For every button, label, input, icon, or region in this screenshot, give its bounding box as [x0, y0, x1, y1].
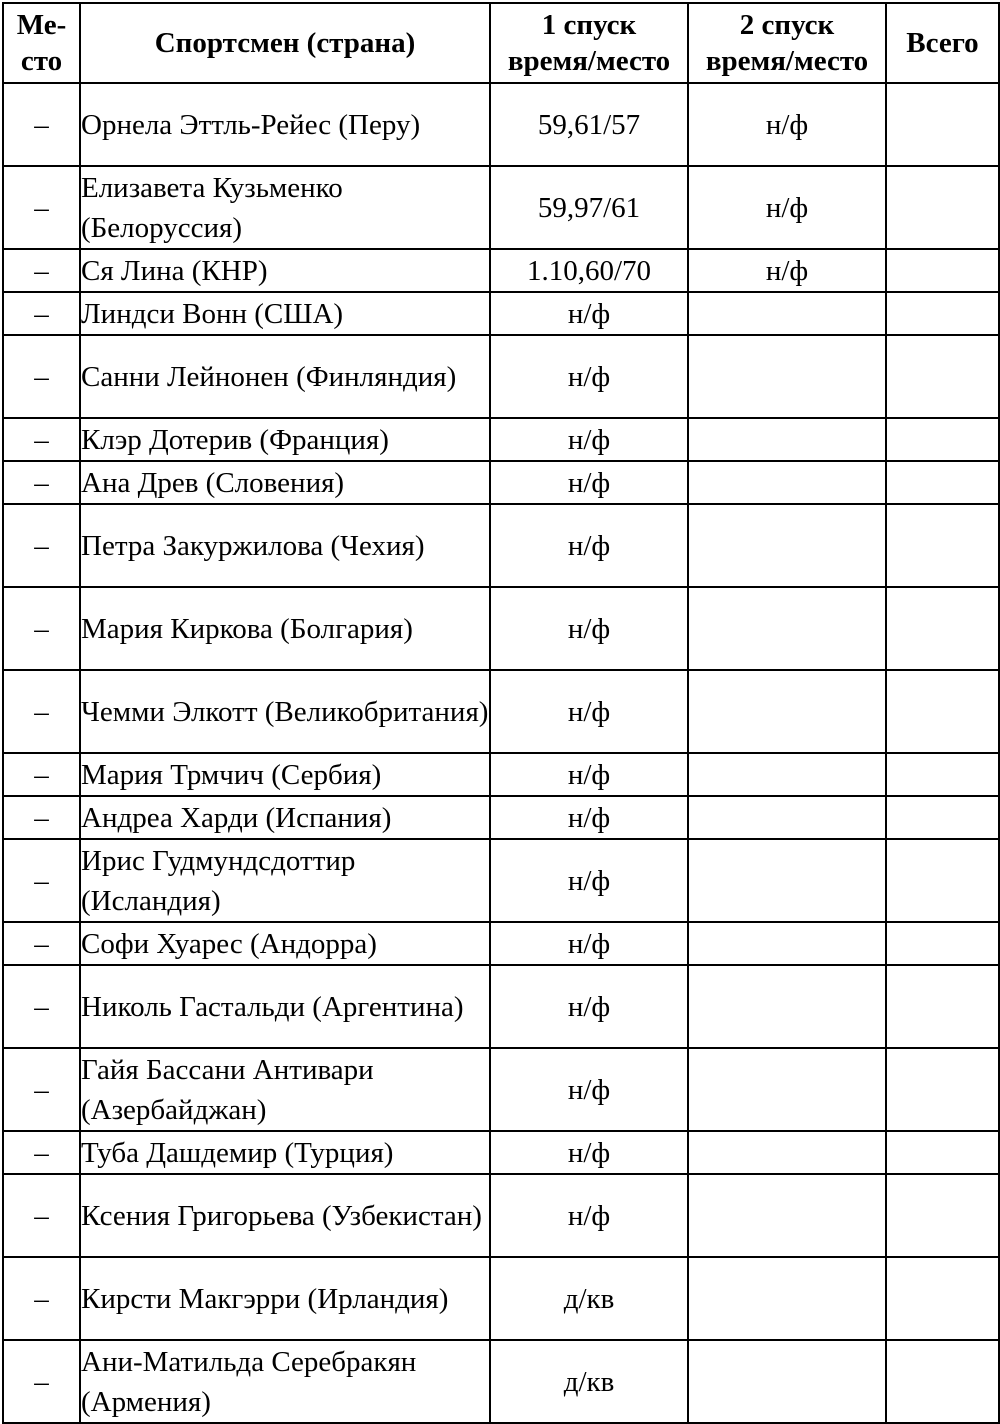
athlete-cell: Ани-Матильда Серебракян (Армения) [80, 1340, 490, 1423]
table-row [3, 1131, 999, 1174]
run2-cell: н/ф [688, 166, 886, 249]
table-row [3, 1257, 999, 1340]
athlete-cell: Ирис Гудмундсдоттир (Исландия) [80, 839, 490, 922]
header-run1 [490, 3, 688, 83]
total-cell [886, 335, 999, 418]
place-cell: – [3, 166, 80, 249]
athlete-cell: Кирсти Макгэрри (Ирландия) [80, 1257, 490, 1340]
table-row [3, 587, 999, 670]
athlete-cell: Ана Древ (Словения) [80, 461, 490, 504]
run2-cell [688, 1257, 886, 1340]
run1-cell: н/ф [490, 418, 688, 461]
total-cell [886, 166, 999, 249]
table-row [3, 839, 999, 922]
run1-cell: д/кв [490, 1340, 688, 1423]
run2-cell [688, 335, 886, 418]
run2-cell [688, 587, 886, 670]
total-cell [886, 418, 999, 461]
place-cell: – [3, 922, 80, 965]
athlete-cell: Орнела Эттль-Рейес (Перу) [80, 83, 490, 166]
place-cell: – [3, 1174, 80, 1257]
place-cell: – [3, 1048, 80, 1131]
run2-cell: н/ф [688, 83, 886, 166]
header-run2-line1: 2 спуск [739, 9, 835, 41]
run1-cell: д/кв [490, 1257, 688, 1340]
athlete-cell: Линдси Вонн (США) [80, 292, 490, 335]
athlete-cell: Мария Киркова (Болгария) [80, 587, 490, 670]
place-cell: – [3, 292, 80, 335]
run1-cell: 59,97/61 [490, 166, 688, 249]
run2-cell [688, 922, 886, 965]
header-total: Всего [886, 3, 999, 83]
run1-cell: н/ф [490, 1174, 688, 1257]
athlete-cell: Ксения Григорьева (Узбекистан) [80, 1174, 490, 1257]
run1-cell: 59,61/57 [490, 83, 688, 166]
table-row [3, 461, 999, 504]
total-cell [886, 1340, 999, 1423]
run1-cell: н/ф [490, 753, 688, 796]
run2-cell [688, 418, 886, 461]
place-cell: – [3, 965, 80, 1048]
run2-cell [688, 965, 886, 1048]
place-cell: – [3, 249, 80, 292]
place-cell: – [3, 796, 80, 839]
header-place-line1: Ме- [16, 9, 67, 41]
place-cell: – [3, 670, 80, 753]
place-cell: – [3, 839, 80, 922]
athlete-cell: Петра Закуржилова (Чехия) [80, 504, 490, 587]
place-cell: – [3, 753, 80, 796]
table-row [3, 753, 999, 796]
run1-cell: н/ф [490, 461, 688, 504]
table-row [3, 504, 999, 587]
run1-cell: н/ф [490, 587, 688, 670]
run1-cell: н/ф [490, 335, 688, 418]
athlete-cell: Ся Лина (КНР) [80, 249, 490, 292]
table-row [3, 166, 999, 249]
total-cell [886, 504, 999, 587]
header-run2 [688, 3, 886, 83]
total-cell [886, 83, 999, 166]
run1-cell: н/ф [490, 839, 688, 922]
header-place [3, 3, 80, 83]
run2-cell [688, 1048, 886, 1131]
run2-cell [688, 670, 886, 753]
place-cell: – [3, 1257, 80, 1340]
run1-cell: н/ф [490, 1048, 688, 1131]
table-row [3, 249, 999, 292]
total-cell [886, 796, 999, 839]
place-cell: – [3, 1131, 80, 1174]
header-athlete: Спортсмен (страна) [80, 3, 490, 83]
run2-cell [688, 461, 886, 504]
place-cell: – [3, 461, 80, 504]
run1-cell: н/ф [490, 796, 688, 839]
total-cell [886, 461, 999, 504]
header-run2-line2: время/место [705, 45, 869, 77]
run2-cell [688, 753, 886, 796]
table-row [3, 418, 999, 461]
run2-cell [688, 1340, 886, 1423]
athlete-cell: Николь Гастальди (Аргентина) [80, 965, 490, 1048]
results-table [2, 2, 1000, 1424]
table-row [3, 965, 999, 1048]
table-row [3, 670, 999, 753]
table-row [3, 922, 999, 965]
total-cell [886, 587, 999, 670]
run1-cell: н/ф [490, 922, 688, 965]
run2-cell [688, 292, 886, 335]
header-place-line2: сто [20, 45, 63, 77]
run2-cell: н/ф [688, 249, 886, 292]
athlete-cell: Чемми Элкотт (Великобритания) [80, 670, 490, 753]
run2-cell [688, 504, 886, 587]
run1-cell: н/ф [490, 1131, 688, 1174]
header-row [3, 3, 999, 83]
total-cell [886, 839, 999, 922]
place-cell: – [3, 418, 80, 461]
athlete-cell: Санни Лейнонен (Финляндия) [80, 335, 490, 418]
athlete-cell: Софи Хуарес (Андорра) [80, 922, 490, 965]
place-cell: – [3, 504, 80, 587]
run2-cell [688, 839, 886, 922]
place-cell: – [3, 83, 80, 166]
run1-cell: н/ф [490, 292, 688, 335]
total-cell [886, 670, 999, 753]
run1-cell: 1.10,60/70 [490, 249, 688, 292]
total-cell [886, 249, 999, 292]
athlete-cell: Гайя Бассани Антивари (Азербайджан) [80, 1048, 490, 1131]
table-body [3, 83, 999, 1423]
table-row [3, 335, 999, 418]
athlete-cell: Андреа Харди (Испания) [80, 796, 490, 839]
table-row [3, 796, 999, 839]
table-row [3, 1174, 999, 1257]
table-row [3, 1048, 999, 1131]
athlete-cell: Клэр Дотерив (Франция) [80, 418, 490, 461]
run1-cell: н/ф [490, 670, 688, 753]
place-cell: – [3, 1340, 80, 1423]
total-cell [886, 965, 999, 1048]
place-cell: – [3, 335, 80, 418]
run2-cell [688, 1131, 886, 1174]
athlete-cell: Мария Трмчич (Сербия) [80, 753, 490, 796]
total-cell [886, 292, 999, 335]
total-cell [886, 1257, 999, 1340]
athlete-cell: Туба Дашдемир (Турция) [80, 1131, 490, 1174]
total-cell [886, 922, 999, 965]
table-row [3, 292, 999, 335]
total-cell [886, 1048, 999, 1131]
total-cell [886, 753, 999, 796]
athlete-cell: Елизавета Кузьменко (Белоруссия) [80, 166, 490, 249]
header-run1-line2: время/место [507, 45, 671, 77]
total-cell [886, 1131, 999, 1174]
table-row [3, 83, 999, 166]
run1-cell: н/ф [490, 965, 688, 1048]
run2-cell [688, 796, 886, 839]
total-cell [886, 1174, 999, 1257]
run1-cell: н/ф [490, 504, 688, 587]
place-cell: – [3, 587, 80, 670]
header-run1-line1: 1 спуск [541, 9, 637, 41]
table-row [3, 1340, 999, 1423]
run2-cell [688, 1174, 886, 1257]
table-header [3, 3, 999, 83]
